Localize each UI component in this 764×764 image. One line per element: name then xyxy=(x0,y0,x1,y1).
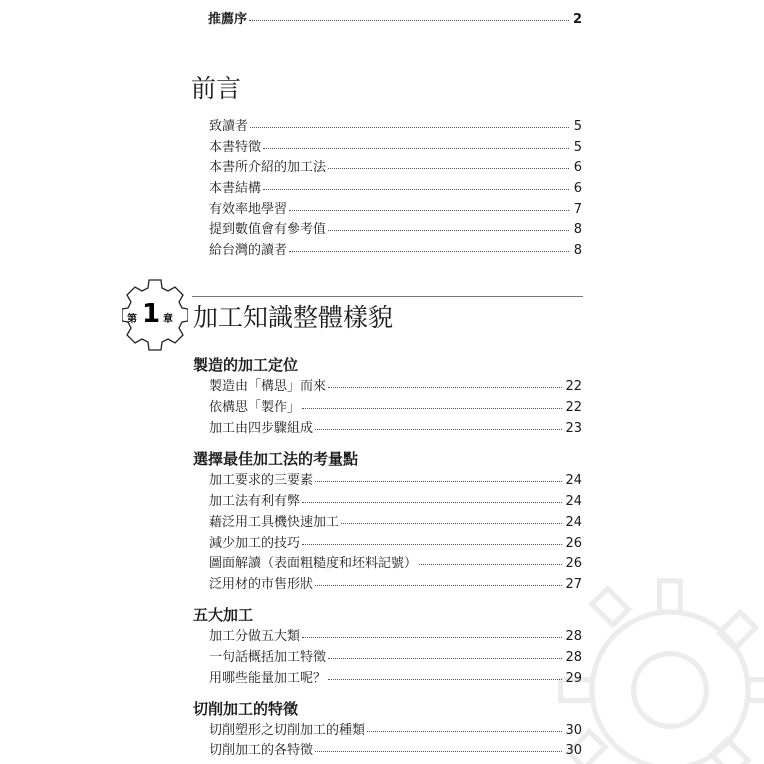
entry-page: 22 xyxy=(565,400,582,415)
toc-entry[interactable] xyxy=(209,577,582,593)
entry-page: 24 xyxy=(565,515,582,530)
toc-entry[interactable] xyxy=(209,222,582,238)
toc-entry[interactable] xyxy=(209,421,582,437)
toc-entry[interactable] xyxy=(209,119,582,135)
entry-title: 推薦序 xyxy=(208,12,248,27)
section-heading: 製造的加工定位 xyxy=(193,356,299,374)
entry-page: 6 xyxy=(573,160,582,175)
dot-leader xyxy=(315,751,562,752)
entry-title: 給台灣的讀者 xyxy=(209,243,288,258)
dot-leader xyxy=(302,408,562,409)
entry-title: 提到數值會有參考值 xyxy=(209,222,327,237)
entry-page: 8 xyxy=(573,222,582,237)
toc-entry[interactable] xyxy=(209,556,582,572)
entry-title: 加工分做五大類 xyxy=(209,629,301,644)
toc-entry[interactable] xyxy=(209,400,582,416)
entry-page: 5 xyxy=(573,140,582,155)
toc-entry[interactable] xyxy=(209,629,582,645)
entry-title: 加工要求的三要素 xyxy=(209,473,314,488)
dot-leader xyxy=(367,731,562,732)
dot-leader xyxy=(315,429,562,430)
toc-entry[interactable] xyxy=(209,723,582,739)
entry-page: 28 xyxy=(565,650,582,665)
entry-title: 本書所介紹的加工法 xyxy=(209,160,327,175)
entry-page: 24 xyxy=(565,494,582,509)
entry-title: 用哪些能量加工呢？ xyxy=(209,671,327,686)
toc-entry-foreword[interactable] xyxy=(208,12,582,28)
entry-page: 5 xyxy=(573,119,582,134)
entry-title: 泛用材的市售形狀 xyxy=(209,577,314,592)
dot-leader xyxy=(328,168,569,169)
toc-entry[interactable] xyxy=(209,140,582,156)
entry-title: 本書結構 xyxy=(209,181,262,196)
toc-entry[interactable] xyxy=(209,494,582,510)
entry-title: 切削塑形之切削加工的種類 xyxy=(209,723,366,738)
dot-leader xyxy=(302,544,562,545)
entry-title: 有效率地學習 xyxy=(209,202,288,217)
entry-title: 加工法有利有弊 xyxy=(209,494,301,509)
entry-page: 27 xyxy=(565,577,582,592)
chapter-title: 加工知識整體樣貌 xyxy=(193,303,394,332)
toc-entry[interactable] xyxy=(209,515,582,531)
entry-title: 一句話概括加工特徵 xyxy=(209,650,327,665)
toc-entry[interactable] xyxy=(209,202,582,218)
dot-leader xyxy=(250,127,569,128)
dot-leader xyxy=(315,585,562,586)
entry-page: 26 xyxy=(565,536,582,551)
entry-page: 30 xyxy=(565,723,582,738)
entry-page: 30 xyxy=(565,743,582,758)
dot-leader xyxy=(249,20,569,21)
entry-page: 8 xyxy=(573,243,582,258)
dot-leader xyxy=(289,210,569,211)
entry-page: 7 xyxy=(573,202,582,217)
entry-title: 減少加工的技巧 xyxy=(209,536,301,551)
entry-title: 切削加工的各特徵 xyxy=(209,743,314,758)
entry-page: 23 xyxy=(565,421,582,436)
entry-page: 22 xyxy=(565,379,582,394)
entry-page: 29 xyxy=(565,671,582,686)
entry-page: 2 xyxy=(572,12,582,27)
section-heading: 切削加工的特徵 xyxy=(193,700,299,718)
chapter-rule xyxy=(192,296,583,297)
entry-title: 依構思「製作」 xyxy=(209,400,301,415)
dot-leader xyxy=(328,658,562,659)
dot-leader xyxy=(263,148,569,149)
toc-entry[interactable] xyxy=(209,650,582,666)
dot-leader xyxy=(302,502,562,503)
section-heading: 選擇最佳加工法的考量點 xyxy=(193,450,359,468)
dot-leader xyxy=(315,481,562,482)
dot-leader xyxy=(328,230,569,231)
toc-entry[interactable] xyxy=(209,473,582,489)
entry-title: 圖面解讀（表面粗糙度和坯料記號） xyxy=(209,556,418,571)
chapter-label-zhang: 章 xyxy=(163,314,173,325)
section-heading: 五大加工 xyxy=(193,606,254,624)
entry-page: 6 xyxy=(573,181,582,196)
entry-title: 製造由「構思」而來 xyxy=(209,379,327,394)
dot-leader xyxy=(419,564,562,565)
toc-entry[interactable] xyxy=(209,243,582,259)
preface-heading: 前言 xyxy=(191,74,242,103)
chapter-number: 1 xyxy=(142,299,161,329)
toc-entry[interactable] xyxy=(209,181,582,197)
entry-page: 24 xyxy=(565,473,582,488)
dot-leader xyxy=(328,387,562,388)
toc-entry[interactable] xyxy=(209,160,582,176)
chapter-label-di: 第 xyxy=(127,314,137,325)
dot-leader xyxy=(289,251,569,252)
dot-leader xyxy=(341,523,562,524)
entry-page: 28 xyxy=(565,629,582,644)
toc-entry[interactable] xyxy=(209,379,582,395)
dot-leader xyxy=(302,637,562,638)
dot-leader xyxy=(328,679,562,680)
entry-title: 致讀者 xyxy=(209,119,249,134)
toc-entry[interactable] xyxy=(209,743,582,759)
entry-title: 本書特徵 xyxy=(209,140,262,155)
toc-entry[interactable] xyxy=(209,536,582,552)
entry-title: 加工由四步驟組成 xyxy=(209,421,314,436)
toc-entry[interactable] xyxy=(209,671,582,687)
entry-page: 26 xyxy=(565,556,582,571)
dot-leader xyxy=(263,189,569,190)
entry-title: 藉泛用工具機快速加工 xyxy=(209,515,340,530)
